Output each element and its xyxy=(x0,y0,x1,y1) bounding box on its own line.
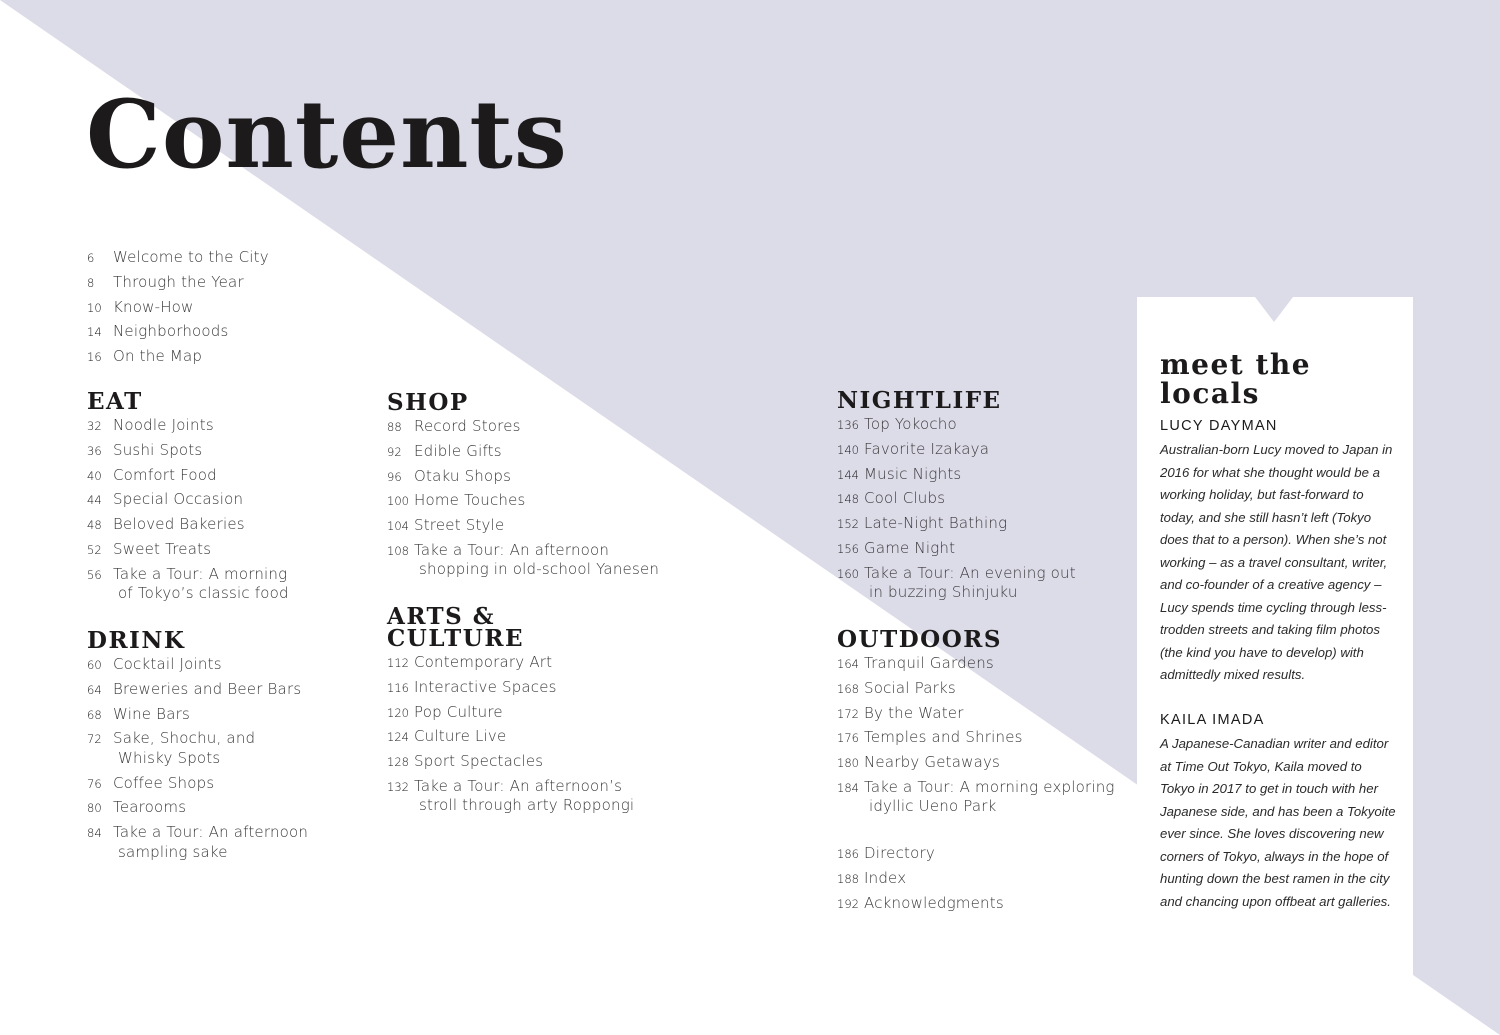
entry-label: Acknowledgments xyxy=(864,893,1004,912)
toc-entry xyxy=(837,728,1115,748)
toc-entry xyxy=(87,565,289,604)
local-name: LUCY DAYMAN xyxy=(1160,418,1278,434)
local-profile-kaila xyxy=(1160,712,1400,913)
drink-list xyxy=(87,655,308,862)
page-number: 152 xyxy=(837,517,859,532)
entry-label: Sport Spectacles xyxy=(414,752,544,771)
shop-list xyxy=(387,417,659,580)
toc-entry xyxy=(837,440,1076,460)
page-number: 120 xyxy=(387,705,409,720)
entry-label: Noodle Joints xyxy=(113,416,214,434)
toc-entry xyxy=(837,539,1076,559)
entry-label: Take a Tour: A morning of Tokyo’s classic food xyxy=(113,564,289,603)
page-number: 144 xyxy=(837,467,859,482)
toc-entry xyxy=(387,678,634,698)
toc-entry xyxy=(87,298,269,318)
page-number: 116 xyxy=(387,680,409,695)
page-number: 160 xyxy=(837,566,859,581)
entry-label: Take a Tour: An afternoon’s stroll through arty Roppongi xyxy=(414,776,635,815)
toc-entry xyxy=(87,774,308,794)
entry-label: Directory xyxy=(864,844,935,862)
card-notch xyxy=(1255,297,1293,322)
page-number: 52 xyxy=(87,542,102,557)
page-number: 10 xyxy=(87,300,102,315)
toc-entry xyxy=(837,415,1076,435)
toc-entry xyxy=(87,798,308,818)
entry-label: Music Nights xyxy=(864,464,962,483)
toc-entry xyxy=(837,844,1004,864)
entry-label: Cool Clubs xyxy=(864,489,946,508)
toc-entry xyxy=(387,777,634,816)
page-number: 92 xyxy=(387,444,402,459)
page-number: 128 xyxy=(387,755,409,770)
page-number: 136 xyxy=(837,418,859,432)
entry-label: Sushi Spots xyxy=(113,440,203,459)
page-number: 40 xyxy=(87,468,102,483)
toc-entry xyxy=(87,680,308,700)
toc-entry xyxy=(837,753,1115,773)
entry-label: Know-How xyxy=(113,297,194,316)
page-number: 176 xyxy=(837,731,859,746)
section-title-outdoors: OUTDOORS xyxy=(837,626,1002,653)
toc-entry xyxy=(87,823,308,862)
entry-label: Tranquil Gardens xyxy=(864,654,994,672)
toc-entry xyxy=(87,466,289,486)
section-title-nightlife: NIGHTLIFE xyxy=(837,387,1002,414)
toc-entry xyxy=(387,516,659,536)
page-number: 6 xyxy=(87,251,95,265)
page-number: 72 xyxy=(87,732,102,747)
page-number: 172 xyxy=(837,706,859,721)
toc-entry xyxy=(87,655,308,675)
eat-list xyxy=(87,416,289,604)
intro-list xyxy=(87,248,269,372)
local-name: KAILA IMADA xyxy=(1160,712,1265,728)
section-title-arts-culture: ARTS & CULTURE xyxy=(387,603,524,652)
page-number: 108 xyxy=(387,543,409,558)
page-number: 124 xyxy=(387,730,409,745)
page-number: 16 xyxy=(87,350,102,365)
section-eat xyxy=(87,388,289,609)
entry-label: Late-Night Bathing xyxy=(864,514,1008,533)
entry-label: Index xyxy=(864,868,907,887)
section-title-drink: DRINK xyxy=(87,627,186,654)
arts-list xyxy=(387,653,634,816)
toc-entry xyxy=(387,727,634,747)
entry-label: Comfort Food xyxy=(113,465,217,484)
section-drink xyxy=(87,627,309,868)
toc-entry xyxy=(87,705,308,725)
page-number: 36 xyxy=(87,443,102,458)
page-number: 188 xyxy=(837,871,859,886)
entry-label: Pop Culture xyxy=(414,702,503,721)
toc-entry xyxy=(387,653,634,673)
toc-entry xyxy=(837,704,1115,724)
entry-label: Sake, Shochu, and Whisky Spots xyxy=(113,729,256,767)
toc-entry xyxy=(387,703,634,723)
entry-label: Wine Bars xyxy=(113,704,190,723)
meet-the-locals-heading: meet the locals xyxy=(1160,348,1312,410)
entry-label: Favorite Izakaya xyxy=(864,439,990,458)
toc-entry xyxy=(87,416,289,436)
toc-entry xyxy=(837,869,1004,889)
entry-label: Game Night xyxy=(864,538,956,557)
page-number: 76 xyxy=(87,776,102,791)
entry-label: Otaku Shops xyxy=(414,466,512,485)
page-number: 56 xyxy=(87,567,102,582)
toc-entry xyxy=(87,515,289,535)
entry-label: Take a Tour: A morning exploring idyllic Ueno Park xyxy=(864,777,1115,816)
page-title: Contents xyxy=(86,80,568,190)
page-number: 132 xyxy=(387,779,409,794)
page-number: 100 xyxy=(387,494,409,509)
page-number: 8 xyxy=(87,275,95,290)
page-number: 164 xyxy=(837,657,859,671)
section-title-shop: SHOP xyxy=(387,389,469,416)
toc-entry xyxy=(387,417,659,437)
page-number: 186 xyxy=(837,847,859,861)
toc-entry xyxy=(87,347,269,367)
toc-entry xyxy=(87,729,308,768)
toc-entry xyxy=(837,654,1115,674)
toc-entry xyxy=(387,467,659,487)
entry-label: Welcome to the City xyxy=(113,248,269,266)
entry-label: On the Map xyxy=(113,347,203,366)
toc-entry xyxy=(387,541,659,580)
page-number: 192 xyxy=(837,896,859,911)
page-number: 112 xyxy=(387,656,409,670)
page-number: 180 xyxy=(837,756,859,771)
toc-entry xyxy=(87,540,289,560)
page-number: 64 xyxy=(87,682,102,697)
local-bio: A Japanese-Canadian writer and editor at Time Out Tokyo, Kaila moved to Tokyo in 2017 to get in touch with her Japanese side, and has been a Tokyoite ever since. She loves discovering new corners of Tokyo, always in the hope of hunting down the best ramen in the city and chancing upon offbeat art galleries. xyxy=(1160,736,1396,909)
page-number: 104 xyxy=(387,519,409,534)
toc-entry xyxy=(87,322,269,342)
toc-entry xyxy=(837,778,1115,817)
page-number: 48 xyxy=(87,518,102,533)
entry-label: Social Parks xyxy=(864,678,956,697)
toc-entry xyxy=(87,248,269,268)
section-nightlife xyxy=(837,387,1076,608)
toc-entry xyxy=(387,442,659,462)
page-number: 14 xyxy=(87,325,102,340)
page-number: 184 xyxy=(837,780,859,795)
entry-label: Nearby Getaways xyxy=(864,753,1001,772)
back-matter-list xyxy=(837,844,1004,918)
toc-entry xyxy=(837,514,1076,534)
entry-label: Coffee Shops xyxy=(113,773,215,792)
toc-entry xyxy=(837,465,1076,485)
page-number: 168 xyxy=(837,681,859,696)
entry-label: Record Stores xyxy=(414,417,521,435)
page-number: 88 xyxy=(387,420,402,434)
entry-label: Culture Live xyxy=(414,727,507,746)
page-number: 84 xyxy=(87,826,102,841)
entry-label: Top Yokocho xyxy=(864,415,957,433)
page-number: 32 xyxy=(87,419,102,433)
page-number: 80 xyxy=(87,801,102,816)
page-number: 156 xyxy=(837,541,859,556)
page-number: 96 xyxy=(387,469,402,484)
entry-label: Take a Tour: An evening out in buzzing Shinjuku xyxy=(864,563,1076,602)
toc-entry xyxy=(837,564,1076,603)
entry-label: Special Occasion xyxy=(113,490,244,509)
entry-label: Breweries and Beer Bars xyxy=(113,679,302,698)
entry-label: Sweet Treats xyxy=(113,539,212,558)
local-profile-lucy xyxy=(1160,418,1400,687)
entry-label: By the Water xyxy=(864,703,964,722)
entry-label: Take a Tour: An afternoon sampling sake xyxy=(113,823,309,861)
section-title-eat: EAT xyxy=(87,388,143,415)
page-number: 44 xyxy=(87,493,102,508)
entry-label: Home Touches xyxy=(414,491,526,510)
section-arts-culture xyxy=(387,603,635,821)
toc-entry xyxy=(387,491,659,511)
entry-label: Temples and Shrines xyxy=(864,728,1023,747)
toc-entry xyxy=(87,490,289,510)
page-number: 68 xyxy=(87,707,102,722)
page-number: 60 xyxy=(87,658,102,672)
page-number: 140 xyxy=(837,442,859,457)
entry-label: Cocktail Joints xyxy=(113,655,222,673)
nightlife-list xyxy=(837,415,1076,603)
entry-label: Interactive Spaces xyxy=(414,677,557,696)
entry-label: Beloved Bakeries xyxy=(113,515,245,534)
entry-label: Tearooms xyxy=(113,798,187,817)
entry-label: Through the Year xyxy=(113,272,244,291)
entry-label: Street Style xyxy=(414,516,505,535)
page-number: 148 xyxy=(837,492,859,507)
outdoors-list xyxy=(837,654,1115,817)
section-outdoors xyxy=(837,626,1115,822)
section-shop xyxy=(387,389,660,585)
toc-entry xyxy=(87,273,269,293)
entry-label: Take a Tour: An afternoon shopping in old-school Yanesen xyxy=(414,540,660,579)
entry-label: Neighborhoods xyxy=(113,322,229,341)
toc-entry xyxy=(87,441,289,461)
toc-entry xyxy=(837,894,1004,914)
toc-entry xyxy=(837,679,1115,699)
entry-label: Contemporary Art xyxy=(414,653,553,671)
toc-entry xyxy=(387,752,634,772)
toc-entry xyxy=(837,489,1076,509)
local-bio: Australian-born Lucy moved to Japan in 2016 for what she thought would be a working holiday, but fast-forward to today, and she still hasn’t left (Tokyo does that to a person). When she’s not working – as a travel consultant, writer, and co-founder of a creative agency – Lucy spends time cycling through less-trodden streets and taking film photos (the kind you have to develop) with admittedly mixed results. xyxy=(1160,442,1393,682)
entry-label: Edible Gifts xyxy=(414,441,502,460)
